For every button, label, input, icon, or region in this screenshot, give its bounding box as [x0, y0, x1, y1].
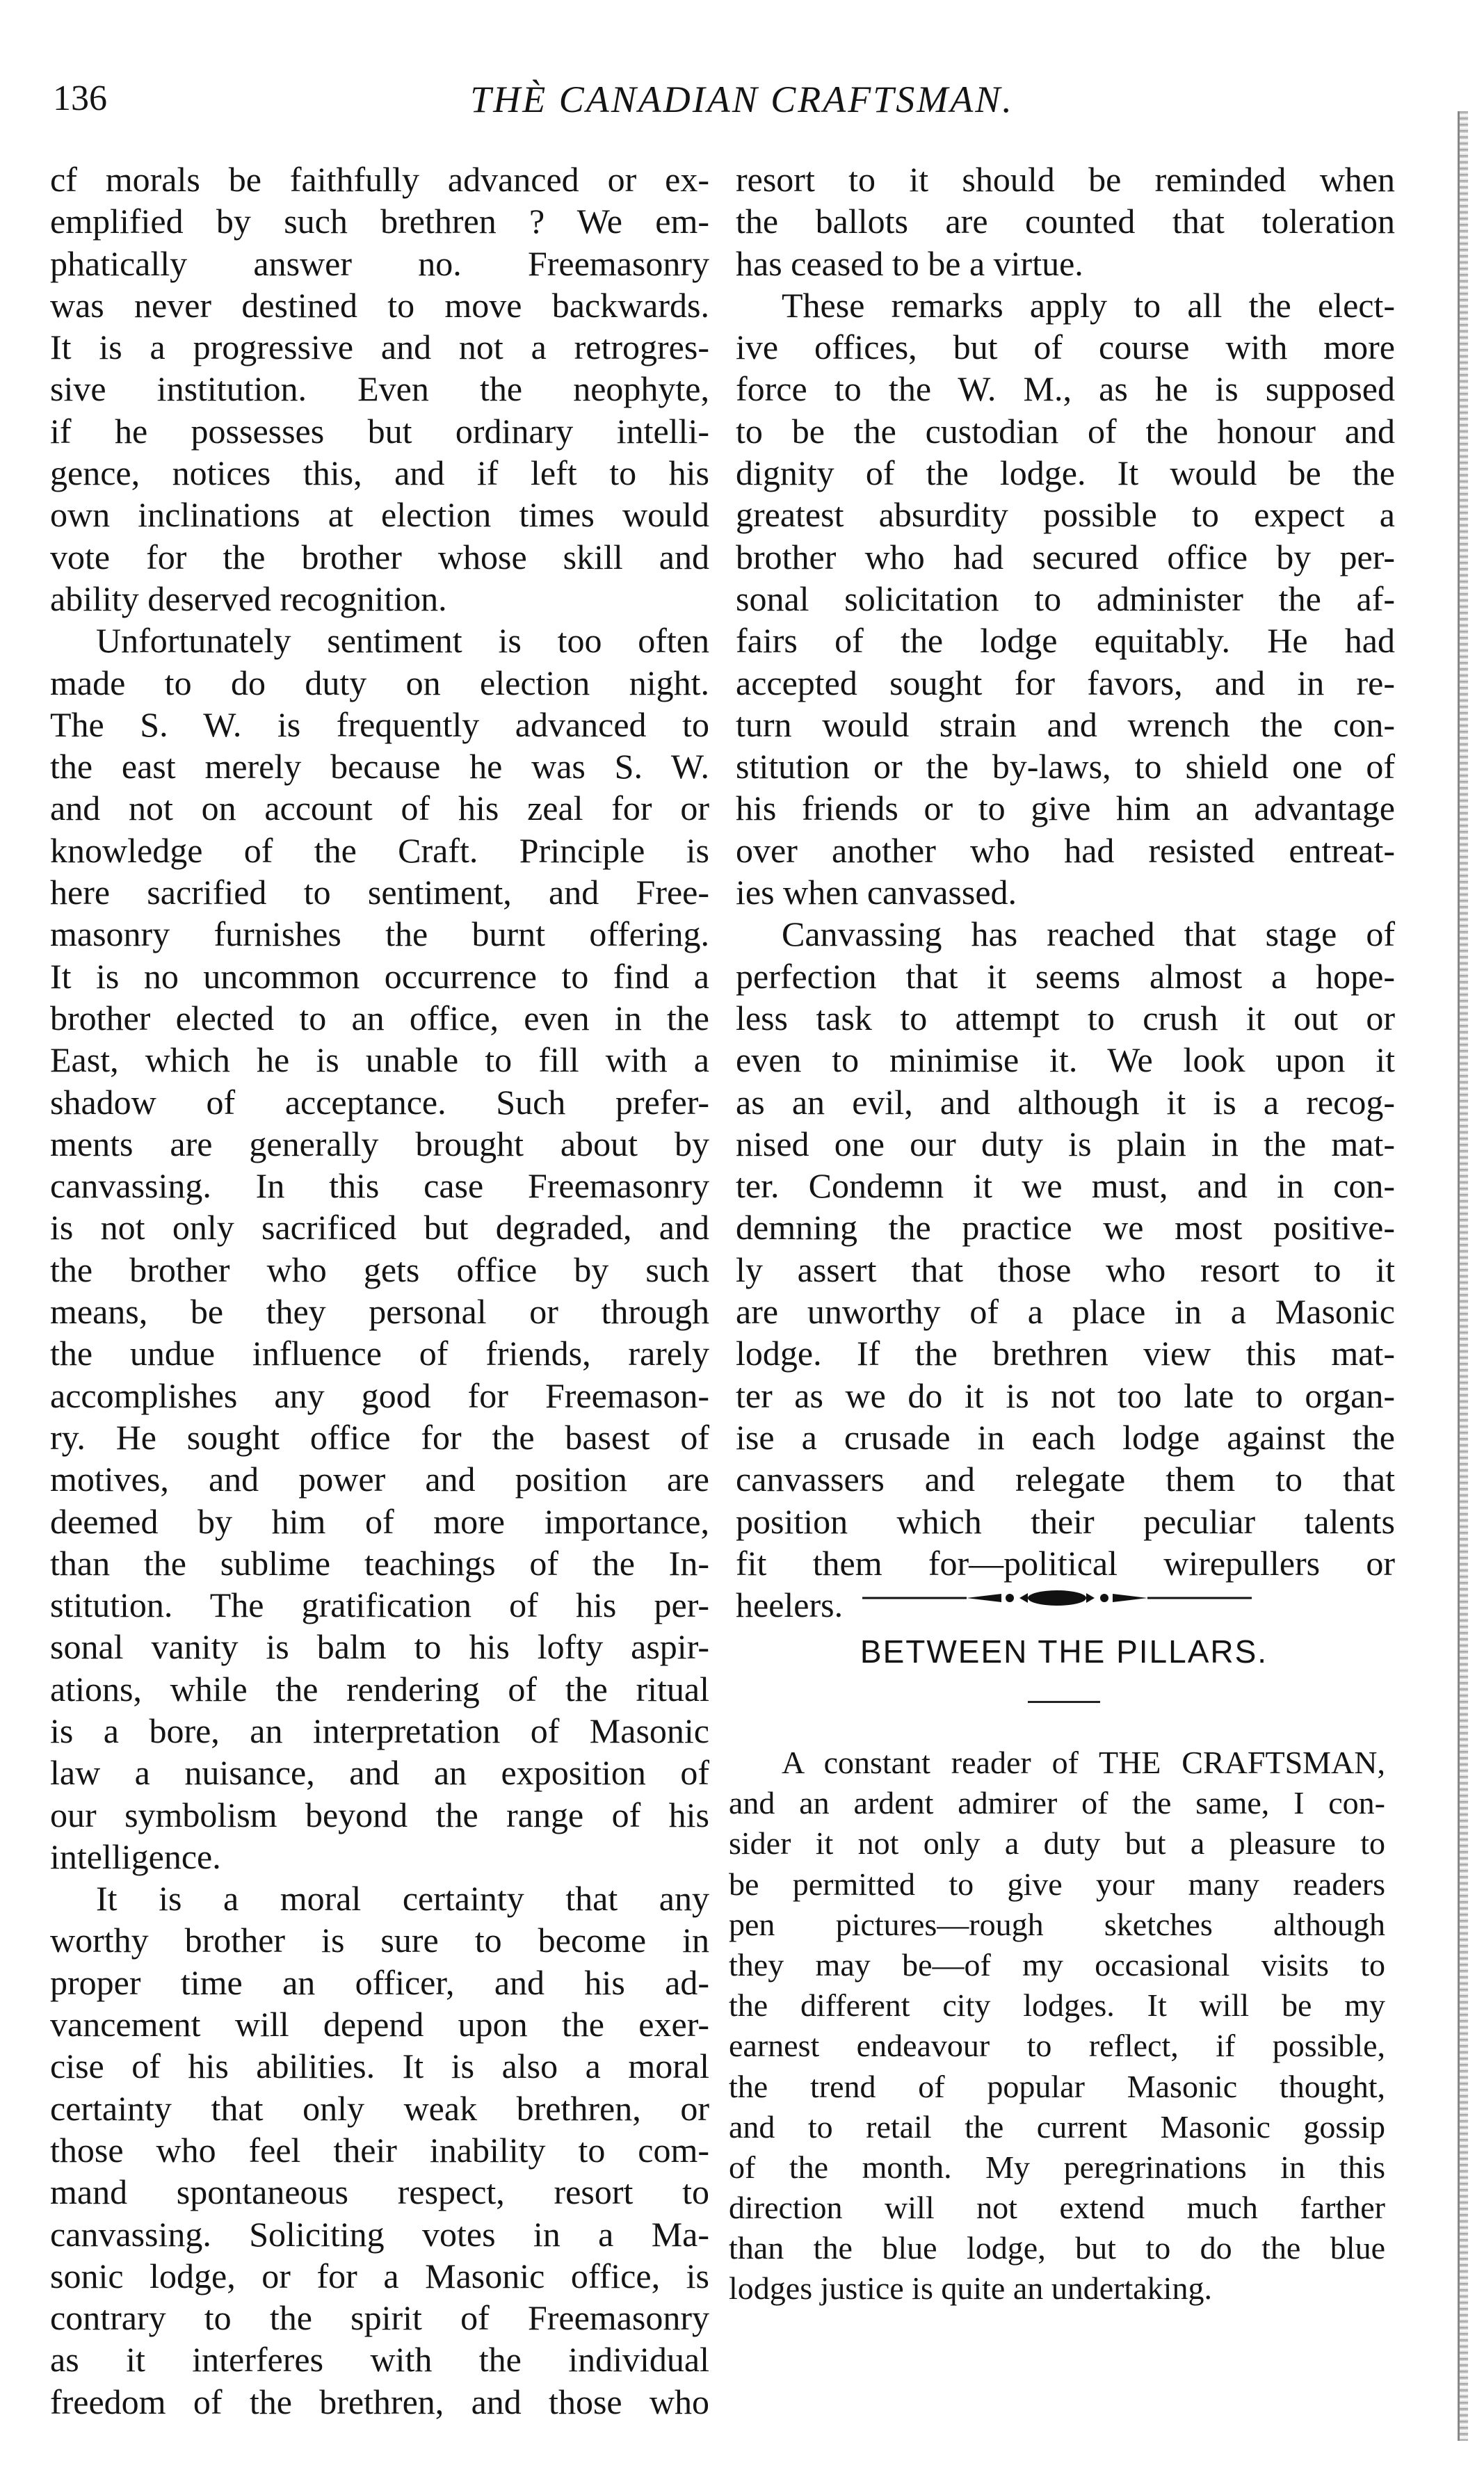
text-line: the brother who gets office by such [50, 1250, 709, 1289]
text-line: of the month. My peregrinations in this [729, 2149, 1385, 2185]
text-line: freedom of the brethren, and those who [50, 2382, 709, 2421]
text-line: vote for the brother whose skill and [50, 537, 709, 576]
text-line: intelligence. [50, 1837, 221, 1876]
text-line: ies when canvassed. [736, 873, 1017, 912]
text-line: The S. W. is frequently advanced to [50, 704, 709, 744]
text-line: than the sublime teachings of the In- [50, 1543, 709, 1583]
text-line: turn would strain and wrench the con- [736, 704, 1395, 744]
text-line: made to do duty on election night. [50, 663, 709, 702]
text-line: ter. Condemn it we must, and in con- [736, 1166, 1395, 1206]
text-line: they may be—of my occasional visits to [729, 1946, 1385, 1983]
text-line: phatically answer no. Freemasonry [50, 243, 709, 283]
text-line: Unfortunately sentiment is too often [96, 621, 709, 661]
text-line: ise a crusade in each lodge against the [736, 1417, 1395, 1457]
text-line: resort to it should be reminded when [736, 160, 1395, 199]
text-line: over another who had resisted entreat- [736, 830, 1395, 870]
text-line: to be the custodian of the honour and [736, 411, 1395, 451]
text-line: as it interferes with the individual [50, 2340, 709, 2380]
text-line: dignity of the lodge. It would be the [736, 453, 1395, 493]
text-line: emplified by such brethren ? We em- [50, 202, 709, 241]
left-column [50, 159, 709, 2423]
text-line: brother elected to an office, even in the [50, 998, 709, 1038]
text-line: ry. He sought office for the basest of [50, 1417, 709, 1457]
text-line: ments are generally brought about by [50, 1124, 709, 1163]
text-line: if he possesses but ordinary intelli- [50, 411, 709, 451]
text-line: proper time an officer, and his ad- [50, 1962, 709, 2002]
section-body [729, 1743, 1385, 2309]
text-line: ter as we do it is not too late to organ- [736, 1375, 1395, 1415]
text-line: direction will not extend much farther [729, 2190, 1385, 2226]
text-line: perfection that it seems almost a hope- [736, 956, 1395, 996]
text-line: Canvassing has reached that stage of [782, 914, 1395, 954]
text-line: and not on account of his zeal for or [50, 789, 709, 828]
text-line: less task to attempt to crush it out or [736, 998, 1395, 1038]
text-line: force to the W. M., as he is supposed [736, 369, 1395, 409]
text-line: sonal vanity is balm to his lofty aspir- [50, 1627, 709, 1667]
text-line: means, be they personal or through [50, 1292, 709, 1332]
text-line: canvassing. In this case Freemasonry [50, 1166, 709, 1206]
heading-rule [1028, 1701, 1100, 1703]
text-line: is a bore, an interpretation of Masonic [50, 1711, 709, 1750]
text-line: accomplishes any good for Freemason- [50, 1375, 709, 1415]
text-line: ive offices, but of course with more [736, 328, 1395, 367]
text-line: vancement will depend upon the exer- [50, 2005, 709, 2044]
text-line: mand spontaneous respect, resort to [50, 2172, 709, 2212]
text-line: fit them for—political wirepullers or [736, 1543, 1395, 1583]
text-line: those who feel their inability to com- [50, 2130, 709, 2170]
text-line: the different city lodges. It will be my [729, 1987, 1385, 2024]
text-line: certainty that only weak brethren, or [50, 2088, 709, 2128]
text-line: cf morals be faithfully advanced or ex- [50, 160, 709, 199]
text-line: and to retail the current Masonic gossip [729, 2108, 1385, 2145]
text-line: deemed by him of more importance, [50, 1501, 709, 1541]
text-line: cise of his abilities. It is also a moral [50, 2047, 709, 2086]
text-line: gence, notices this, and if left to his [50, 453, 709, 493]
text-line: It is a progressive and not a retrogres- [50, 328, 709, 367]
text-line: the ballots are counted that toleration [736, 202, 1395, 241]
text-line: fairs of the lodge equitably. He had [736, 621, 1395, 661]
text-line: here sacrified to sentiment, and Free- [50, 873, 709, 912]
text-line: canvassers and relegate them to that [736, 1460, 1395, 1499]
text-line: It is no uncommon occurrence to find a [50, 956, 709, 996]
text-line: contrary to the spirit of Freemasonry [50, 2298, 709, 2338]
text-line: ations, while the rendering of the ritual [50, 1669, 709, 1709]
text-line: brother who had secured office by per- [736, 537, 1395, 576]
text-line: shadow of acceptance. Such prefer- [50, 1082, 709, 1122]
text-line: and an ardent admirer of the same, I con- [729, 1785, 1385, 1821]
text-line: demning the practice we most positive- [736, 1208, 1395, 1248]
ornamental-divider [862, 1584, 1252, 1612]
text-line: has ceased to be a virtue. [736, 243, 1083, 283]
text-line: ability deserved recognition. [50, 579, 447, 618]
text-line: motives, and power and position are [50, 1460, 709, 1499]
text-line: knowledge of the Craft. Principle is [50, 830, 709, 870]
text-line: sonic lodge, or for a Masonic office, is [50, 2256, 709, 2295]
text-line: stitution. The gratification of his per- [50, 1585, 709, 1625]
text-line: heelers. [736, 1585, 844, 1625]
journal-title: THÈ CANADIAN CRAFTSMAN. [470, 79, 1014, 120]
text-line: lodges justice is quite an undertaking. [729, 2270, 1212, 2307]
text-line: are unworthy of a place in a Masonic [736, 1292, 1395, 1332]
text-line: A constant reader of THE CRAFTSMAN, [782, 1745, 1385, 1780]
text-line: the east merely because he was S. W. [50, 747, 709, 786]
text-line: his friends or to give him an advantage [736, 789, 1395, 828]
text-line: the undue influence of friends, rarely [50, 1334, 709, 1373]
text-line: our symbolism beyond the range of his [50, 1795, 709, 1834]
text-line: lodge. If the brethren view this mat- [736, 1334, 1395, 1373]
text-line: accepted sought for favors, and in re- [736, 663, 1395, 702]
text-line: than the blue lodge, but to do the blue [729, 2230, 1385, 2266]
text-line: law a nuisance, and an exposition of [50, 1753, 709, 1793]
page-edge [1458, 111, 1468, 2441]
text-line: earnest endeavour to reflect, if possible, [729, 2028, 1385, 2064]
text-line: masonry furnishes the burnt offering. [50, 914, 709, 954]
text-line: pen pictures—rough sketches although [729, 1906, 1385, 1942]
page-number: 136 [53, 79, 107, 118]
section-heading: BETWEEN THE PILLARS. [860, 1633, 1268, 1670]
text-line: position which their peculiar talents [736, 1501, 1395, 1541]
right-column [736, 159, 1395, 1626]
text-line: sive institution. Even the neophyte, [50, 369, 709, 409]
text-line: sider it not only a duty but a pleasure to [729, 1825, 1385, 1862]
text-line: stitution or the by-laws, to shield one of [736, 747, 1395, 786]
text-line: own inclinations at election times would [50, 495, 709, 535]
text-line: East, which he is unable to fill with a [50, 1040, 709, 1080]
text-line: worthy brother is sure to become in [50, 1921, 709, 1960]
text-line: as an evil, and although it is a recog- [736, 1082, 1395, 1122]
text-line: sonal solicitation to administer the af- [736, 579, 1395, 618]
text-line: It is a moral certainty that any [96, 1879, 709, 1919]
text-line: is not only sacrificed but degraded, and [50, 1208, 709, 1248]
text-line: ly assert that those who resort to it [736, 1250, 1395, 1289]
text-line: even to minimise it. We look upon it [736, 1040, 1395, 1080]
text-line: nised one our duty is plain in the mat- [736, 1124, 1395, 1163]
text-line: These remarks apply to all the elect- [782, 285, 1395, 325]
text-line: the trend of popular Masonic thought, [729, 2068, 1385, 2104]
text-line: be permitted to give your many readers [729, 1866, 1385, 1902]
text-line: was never destined to move backwards. [50, 285, 709, 325]
text-line: canvassing. Soliciting votes in a Ma- [50, 2214, 709, 2254]
text-line: greatest absurdity possible to expect a [736, 495, 1395, 535]
